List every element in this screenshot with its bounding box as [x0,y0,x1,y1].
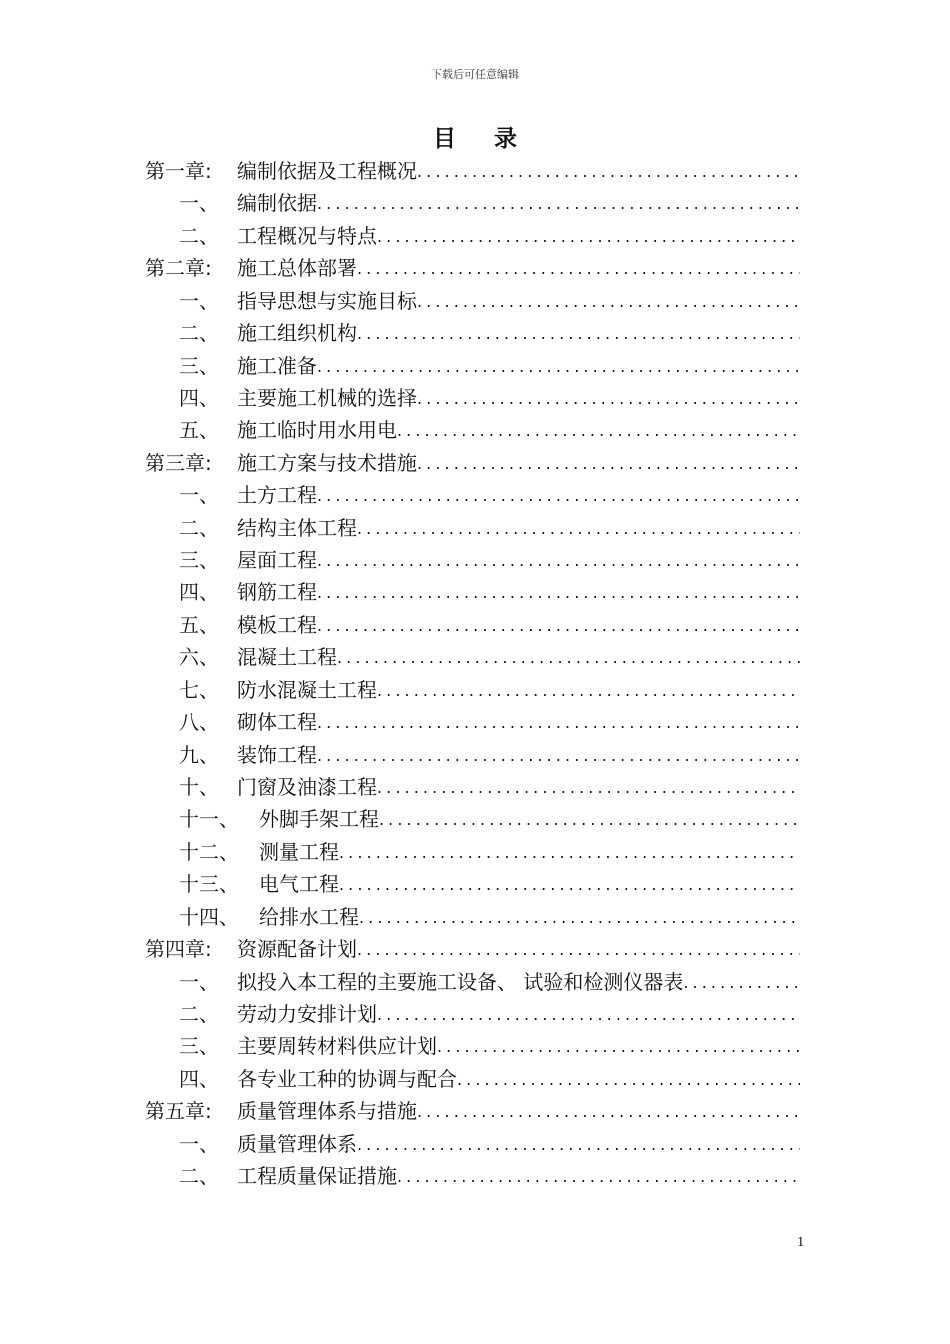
toc-entry-number: 第一章: [145,159,212,183]
toc-leader-dots [379,803,800,835]
toc-entry-number: 一、 [179,191,219,216]
toc-leader-dots [317,706,800,738]
toc-entry-number: 三、 [179,1034,219,1059]
toc-entry-number: 一、 [179,1131,219,1156]
toc-entry-title: 资源配备计划 [237,937,357,962]
toc-entry-heading [145,350,317,382]
toc-entry-title: 编制依据 [237,191,317,216]
toc-entry-title: 外脚手架工程 [259,807,379,832]
toc-entry-heading [145,998,377,1030]
toc-entry-number: 九、 [179,742,219,767]
toc-entry-number: 二、 [179,321,219,346]
toc-leader-dots [317,187,800,219]
toc-entry-heading [145,1030,437,1062]
toc-entry-heading [145,447,417,479]
toc-section-entry[interactable] [145,836,800,868]
toc-section-entry[interactable] [145,901,800,933]
toc-entry-heading [145,1128,357,1160]
toc-entry-heading [145,966,683,998]
toc-entry-title: 钢筋工程 [237,580,317,605]
toc-entry-title: 施工总体部署 [237,256,357,281]
toc-leader-dots [417,382,800,414]
toc-leader-dots [377,220,800,252]
toc-entry-title: 指导思想与实施目标 [237,288,417,313]
toc-section-entry[interactable] [145,317,800,349]
toc-leader-dots [417,155,800,187]
toc-entry-title: 工程质量保证措施 [237,1164,397,1189]
toc-leader-dots [457,1063,800,1095]
toc-section-entry[interactable] [145,187,800,219]
toc-leader-dots [397,414,800,446]
toc-section-entry[interactable] [145,868,800,900]
toc-section-entry[interactable] [145,285,800,317]
toc-section-entry[interactable] [145,576,800,608]
toc-entry-title: 给排水工程 [259,904,359,929]
toc-entry-heading [145,414,397,446]
toc-entry-heading [145,512,357,544]
toc-section-entry[interactable] [145,1160,800,1192]
toc-section-entry[interactable] [145,479,800,511]
toc-section-entry[interactable] [145,382,800,414]
toc-chapter-entry[interactable] [145,1095,800,1127]
toc-entry-title: 混凝土工程 [237,645,337,670]
toc-leader-dots [357,933,800,965]
toc-leader-dots [357,252,800,284]
toc-entry-title: 主要周转材料供应计划 [237,1034,437,1059]
toc-leader-dots [317,544,800,576]
toc-entry-heading [145,1160,397,1192]
toc-section-entry[interactable] [145,544,800,576]
toc-entry-number: 二、 [179,1001,219,1026]
toc-entry-number: 六、 [179,645,219,670]
toc-entry-number: 第五章: [145,1099,212,1124]
toc-entry-title: 各专业工种的协调与配合 [237,1066,457,1091]
toc-section-entry[interactable] [145,706,800,738]
toc-entry-heading [145,544,317,576]
toc-entry-number: 十三、 [179,872,239,897]
toc-entry-title: 防水混凝土工程 [237,677,377,702]
toc-entry-heading [145,187,317,219]
toc-entry-title: 模板工程 [237,612,317,637]
toc-entry-number: 十一、 [179,807,239,832]
toc-leader-dots [397,1160,800,1192]
toc-leader-dots [337,641,800,673]
toc-leader-dots [317,350,800,382]
toc-entry-heading [145,317,357,349]
toc-leader-dots [417,1095,800,1127]
toc-entry-number: 四、 [179,385,219,410]
toc-entry-heading [145,641,337,673]
toc-entry-heading [145,836,339,868]
toc-leader-dots [357,512,800,544]
toc-entry-heading [145,674,377,706]
toc-entry-number: 第二章: [145,256,212,281]
toc-entry-heading [145,382,417,414]
toc-chapter-entry[interactable] [145,155,800,187]
toc-title: 目录 [433,125,555,152]
toc-entry-title: 施工准备 [237,353,317,378]
toc-entry-number: 七、 [179,677,219,702]
toc-leader-dots [339,836,800,868]
toc-section-entry[interactable] [145,739,800,771]
toc-leader-dots [357,1128,800,1160]
toc-entry-number: 一、 [179,288,219,313]
toc-entry-number: 十、 [179,775,219,800]
toc-entry-number: 四、 [179,1066,219,1091]
toc-entry-heading [145,771,377,803]
toc-entry-heading [145,220,377,252]
toc-entry-title: 砌体工程 [237,710,317,735]
toc-entry-heading [145,706,317,738]
toc-entry-heading [145,868,339,900]
toc-leader-dots [317,576,800,608]
page-header: 下载后可任意编辑 [431,68,519,81]
toc-section-entry[interactable] [145,1063,800,1095]
toc-chapter-entry[interactable] [145,933,800,965]
toc-leader-dots [417,285,800,317]
toc-leader-dots [359,901,800,933]
toc-entry-title: 质量管理体系 [237,1131,357,1156]
toc-section-entry[interactable] [145,1030,800,1062]
toc-leader-dots [377,674,800,706]
toc-leader-dots [357,317,800,349]
toc-entry-title: 土方工程 [237,483,317,508]
toc-entry-title: 主要施工机械的选择 [237,385,417,410]
toc-leader-dots [437,1030,800,1062]
toc-entry-title: 装饰工程 [237,742,317,767]
toc-leader-dots [377,771,800,803]
toc-entry-title: 施工方案与技术措施 [237,450,417,475]
toc-entry-title: 测量工程 [259,839,339,864]
toc-entry-number: 八、 [179,710,219,735]
toc-chapter-entry[interactable] [145,447,800,479]
toc-entry-number: 十四、 [179,904,239,929]
toc-entry-title: 施工组织机构 [237,321,357,346]
toc-entry-number: 四、 [179,580,219,605]
toc-entry-heading [145,479,317,511]
toc-entry-heading [145,803,379,835]
toc-entry-number: 二、 [179,223,219,248]
toc-entry-number: 三、 [179,353,219,378]
toc-entry-heading [145,933,357,965]
toc-entry-title: 劳动力安排计划 [237,1001,377,1026]
toc-entry-number: 五、 [179,612,219,637]
toc-entry-heading [145,252,357,284]
toc-entry-title: 电气工程 [259,872,339,897]
toc-leader-dots [683,966,800,998]
toc-entry-heading [145,576,317,608]
toc-section-entry[interactable] [145,641,800,673]
toc-entry-heading [145,739,317,771]
toc-entry-title: 拟投入本工程的主要施工设备、 试验和检测仪器表 [237,969,684,994]
toc-entry-heading [145,285,417,317]
toc-entry-heading [145,901,359,933]
toc-leader-dots [317,609,800,641]
toc-entry-title: 工程概况与特点 [237,223,377,248]
toc-section-entry[interactable] [145,220,800,252]
toc-entry-number: 三、 [179,548,219,573]
toc-entry-number: 五、 [179,418,219,443]
toc-section-entry[interactable] [145,414,800,446]
toc-section-entry[interactable] [145,803,800,835]
toc-entry-title: 施工临时用水用电 [237,418,397,443]
toc-section-entry[interactable] [145,609,800,641]
toc-entry-heading [145,1095,417,1127]
toc-entry-number: 一、 [179,483,219,508]
toc-entry-number: 二、 [179,515,219,540]
toc-section-entry[interactable] [145,350,800,382]
table-of-contents [145,155,800,1193]
toc-section-entry[interactable] [145,512,800,544]
toc-section-entry[interactable] [145,998,800,1030]
toc-entry-number: 二、 [179,1164,219,1189]
toc-entry-title: 质量管理体系与措施 [237,1099,417,1124]
toc-entry-title: 编制依据及工程概况 [237,159,417,183]
toc-leader-dots [339,868,800,900]
toc-entry-title: 门窗及油漆工程 [237,775,377,800]
toc-entry-number: 第三章: [145,450,212,475]
toc-entry-number: 十二、 [179,839,239,864]
toc-leader-dots [317,479,800,511]
toc-section-entry[interactable] [145,771,800,803]
toc-section-entry[interactable] [145,674,800,706]
toc-leader-dots [377,998,800,1030]
toc-entry-number: 第四章: [145,937,212,962]
toc-entry-heading [145,155,417,187]
toc-section-entry[interactable] [145,966,800,998]
toc-leader-dots [317,739,800,771]
toc-leader-dots [417,447,800,479]
page-number: 1 [797,1235,805,1249]
toc-chapter-entry[interactable] [145,252,800,284]
toc-entry-heading [145,1063,457,1095]
toc-entry-title: 屋面工程 [237,548,317,573]
toc-entry-title: 结构主体工程 [237,515,357,540]
toc-section-entry[interactable] [145,1128,800,1160]
toc-entry-number: 一、 [179,969,219,994]
toc-entry-heading [145,609,317,641]
